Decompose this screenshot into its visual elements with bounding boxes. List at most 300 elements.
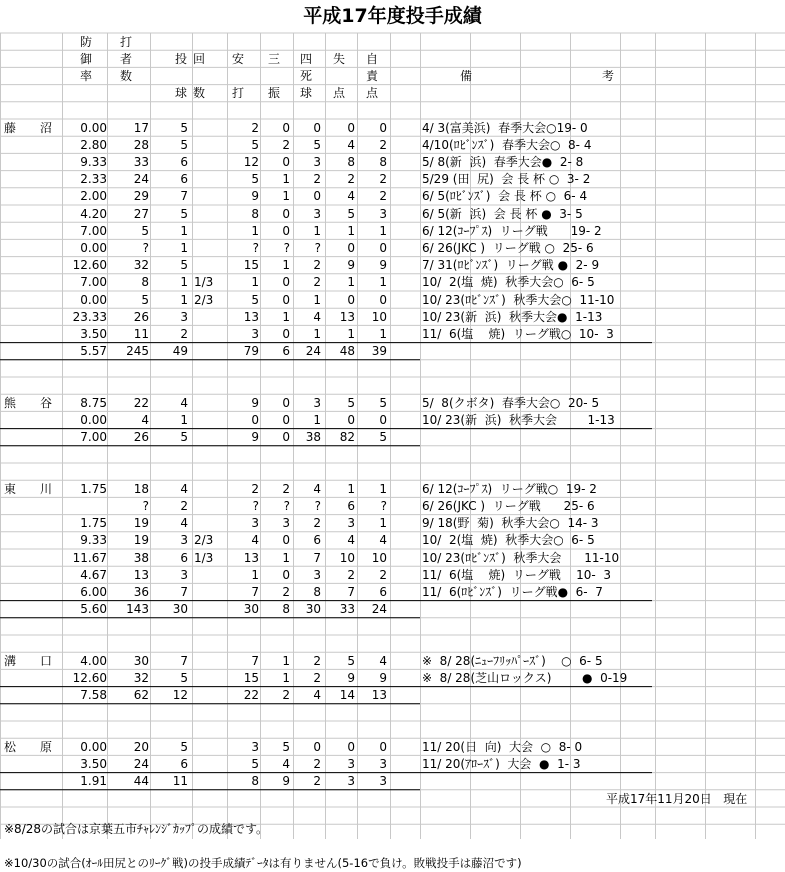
game-remark: 5/29 (田 尻) 会 長 杯 ○ 3- 2 xyxy=(422,172,591,187)
stat-r: 1 xyxy=(347,481,355,496)
stat-r: 4 xyxy=(347,533,355,548)
stat-bb: 2 xyxy=(313,275,321,290)
stat-r: 8 xyxy=(347,154,355,169)
stat-bb: 2 xyxy=(313,258,321,273)
stat-bb: 1 xyxy=(313,412,321,427)
stat-p: 1 xyxy=(180,292,188,307)
stat-er: 1 xyxy=(379,223,387,238)
stat-era: 4.20 xyxy=(80,206,107,221)
stat-h: ? xyxy=(252,240,259,255)
footnote: ※8/28の試合は京葉五市ﾁｬﾚﾝｼﾞｶｯﾌﾟの成績です。 xyxy=(4,821,269,836)
stat-bb: 0 xyxy=(313,189,321,204)
header-strikeouts: 振 xyxy=(268,86,281,101)
stat-er: 0 xyxy=(379,240,387,255)
stat-p: 6 xyxy=(180,172,188,187)
stat-era: 0.00 xyxy=(80,120,107,135)
total-er: 3 xyxy=(379,774,387,789)
stat-ab: 33 xyxy=(133,154,149,169)
game-remark: ※ 8/ 28(芝山ロックス) ● 0-19 xyxy=(422,670,628,685)
stat-era: 4.00 xyxy=(80,653,107,668)
stat-so: 1 xyxy=(282,172,290,187)
stat-h: ? xyxy=(252,498,259,513)
stat-bb: 3 xyxy=(313,206,321,221)
stat-so: 0 xyxy=(282,412,290,427)
stat-er: 9 xyxy=(379,670,387,685)
stat-p: 1 xyxy=(180,275,188,290)
stat-er: 1 xyxy=(379,326,387,341)
stat-er: 4 xyxy=(379,653,387,668)
total-h: 22 xyxy=(243,688,259,703)
stat-r: 1 xyxy=(347,275,355,290)
stat-r: 9 xyxy=(347,670,355,685)
stat-ab: 24 xyxy=(133,756,149,771)
stat-ab: 24 xyxy=(133,172,149,187)
total-p: 12 xyxy=(172,688,188,703)
stat-era: 1.75 xyxy=(80,516,107,531)
total-era: 5.60 xyxy=(80,602,107,617)
game-remark: 9/ 18(野 菊) 秋季大会○ 14- 3 xyxy=(422,516,599,531)
stat-bb: 0 xyxy=(313,120,321,135)
header-earned-runs: 自 xyxy=(366,51,379,66)
header-era: 防 xyxy=(80,34,93,49)
stat-bb: 2 xyxy=(313,756,321,771)
stat-bb: 2 xyxy=(313,670,321,685)
header-hits: 打 xyxy=(232,86,245,101)
stat-ab: ? xyxy=(142,240,149,255)
stat-so: 0 xyxy=(282,120,290,135)
stat-h: 1 xyxy=(251,223,259,238)
stat-er: 3 xyxy=(379,206,387,221)
stat-r: 1 xyxy=(347,223,355,238)
stat-era: 2.33 xyxy=(80,172,107,187)
stat-era: 0.00 xyxy=(80,412,107,427)
stat-so: 0 xyxy=(282,154,290,169)
stat-bb: 3 xyxy=(313,395,321,410)
total-era: 1.91 xyxy=(80,774,107,789)
total-ab: 62 xyxy=(133,688,149,703)
stat-p: 5 xyxy=(180,670,188,685)
stat-er: 4 xyxy=(379,533,387,548)
total-ab: 245 xyxy=(126,344,149,359)
stat-er: 1 xyxy=(379,275,387,290)
game-remark: 7/ 31(ﾛﾋﾞﾝｽﾞ) リーグ戦 ● 2- 9 xyxy=(422,258,600,273)
game-remark: 5/ 8(新 浜) 春季大会● 2- 8 xyxy=(422,154,584,169)
stat-ab: 38 xyxy=(133,550,149,565)
stat-er: 1 xyxy=(379,516,387,531)
stat-er: 2 xyxy=(379,567,387,582)
stat-h: 3 xyxy=(251,739,259,754)
stat-so: ? xyxy=(283,498,290,513)
stat-bb: 2 xyxy=(313,653,321,668)
stat-h: 2 xyxy=(251,481,259,496)
header-strikeouts: 三 xyxy=(268,51,281,66)
as-of-date: 平成17年11月20日 現在 xyxy=(606,791,748,806)
stat-so: 0 xyxy=(282,223,290,238)
stat-ab: 26 xyxy=(133,309,149,324)
stat-so: 0 xyxy=(282,275,290,290)
stat-bb: 2 xyxy=(313,516,321,531)
stat-r: 0 xyxy=(347,120,355,135)
stat-p: 4 xyxy=(180,395,188,410)
game-remark: 11/ 6(塩 焼) リーグ戦 10- 3 xyxy=(422,567,611,582)
stat-h: 12 xyxy=(243,154,259,169)
stat-ab: 17 xyxy=(133,120,149,135)
stat-r: 0 xyxy=(347,240,355,255)
stat-so: 0 xyxy=(282,533,290,548)
stat-p: 6 xyxy=(180,550,188,565)
total-p: 11 xyxy=(172,774,188,789)
stat-bb: 1 xyxy=(313,223,321,238)
header-pitches: 投 xyxy=(175,51,188,66)
stat-ab: 5 xyxy=(141,223,149,238)
stat-h: 1 xyxy=(251,275,259,290)
stat-p: 1 xyxy=(180,223,188,238)
total-so: 6 xyxy=(282,344,290,359)
stat-er: 10 xyxy=(371,309,387,324)
total-r: 82 xyxy=(339,430,355,445)
game-remark: 6/ 5(新 浜) 会 長 杯 ● 3- 5 xyxy=(422,206,583,221)
stat-p: 4 xyxy=(180,516,188,531)
stat-p: 6 xyxy=(180,756,188,771)
total-p: 30 xyxy=(172,602,188,617)
stat-frac: 1/3 xyxy=(194,550,214,565)
stat-h: 15 xyxy=(243,258,259,273)
stat-h: 3 xyxy=(251,516,259,531)
game-remark: 11/ 6(ﾛﾋﾞﾝｽﾞ) リーグ戦● 6- 7 xyxy=(422,584,603,599)
stat-era: 11.67 xyxy=(72,550,107,565)
total-h: 8 xyxy=(251,774,259,789)
header-earned-runs: 点 xyxy=(366,86,379,101)
pitcher-name: 藤 沼 xyxy=(4,120,53,135)
stat-ab: 36 xyxy=(133,584,149,599)
game-remark: 4/10(ﾛﾋﾞﾝｽﾞ) 春季大会○ 8- 4 xyxy=(422,137,592,152)
pitcher-name: 松 原 xyxy=(4,739,53,754)
stat-era: 2.80 xyxy=(80,137,107,152)
stat-so: 0 xyxy=(282,395,290,410)
stat-so: 1 xyxy=(282,653,290,668)
header-at-bats: 者 xyxy=(120,51,133,66)
stat-era: 3.50 xyxy=(80,756,107,771)
stat-ab: 30 xyxy=(133,653,149,668)
stat-h: 1 xyxy=(251,567,259,582)
game-remark: 10/ 23(ﾛﾋﾞﾝｽﾞ) 秋季大会 11-10 xyxy=(422,550,620,565)
stat-ab: ? xyxy=(142,498,149,513)
total-so: 8 xyxy=(282,602,290,617)
stat-p: 5 xyxy=(180,206,188,221)
stat-ab: 8 xyxy=(141,275,149,290)
stat-ab: 13 xyxy=(133,567,149,582)
stat-ab: 32 xyxy=(133,258,149,273)
stat-h: 5 xyxy=(251,137,259,152)
stat-p: 2 xyxy=(180,326,188,341)
stat-so: 1 xyxy=(282,258,290,273)
stat-bb: 3 xyxy=(313,154,321,169)
game-remark: 6/ 5(ﾛﾋﾞﾝｽﾞ) 会 長 杯 ○ 6- 4 xyxy=(422,189,588,204)
header-innings: 回 xyxy=(193,51,206,66)
total-h: 9 xyxy=(251,430,259,445)
total-p: 5 xyxy=(180,430,188,445)
total-ab: 143 xyxy=(126,602,149,617)
stat-h: 0 xyxy=(251,412,259,427)
game-remark: 6/ 12(ｺｰﾌﾟｽ) リーグ戦 19- 2 xyxy=(422,223,602,238)
stat-ab: 27 xyxy=(133,206,149,221)
stat-so: 2 xyxy=(282,481,290,496)
total-r: 48 xyxy=(339,344,355,359)
total-bb: 24 xyxy=(305,344,321,359)
stat-h: 5 xyxy=(251,172,259,187)
stat-era: 1.75 xyxy=(80,481,107,496)
stat-r: 13 xyxy=(339,309,355,324)
stat-bb: 5 xyxy=(313,137,321,152)
header-hits: 安 xyxy=(232,51,245,66)
stat-er: 8 xyxy=(379,154,387,169)
stat-ab: 20 xyxy=(133,739,149,754)
stat-frac: 2/3 xyxy=(194,292,214,307)
stat-p: 3 xyxy=(180,567,188,582)
total-bb: 2 xyxy=(313,774,321,789)
stat-h: 5 xyxy=(251,756,259,771)
stat-ab: 4 xyxy=(141,412,149,427)
total-bb: 38 xyxy=(305,430,321,445)
game-remark: 5/ 8(クボタ) 春季大会○ 20- 5 xyxy=(422,395,600,410)
stat-p: 3 xyxy=(180,309,188,324)
stat-bb: ? xyxy=(314,498,321,513)
stat-bb: 8 xyxy=(313,584,321,599)
stat-r: 2 xyxy=(347,567,355,582)
stat-bb: 2 xyxy=(313,172,321,187)
stat-h: 2 xyxy=(251,120,259,135)
stat-bb: ? xyxy=(314,240,321,255)
stat-era: 0.00 xyxy=(80,292,107,307)
pitcher-name: 溝 口 xyxy=(4,653,53,668)
footnote: ※10/30の試合(ｵｰﾙ田尻とのﾘｰｸﾞ戦)の投手成績ﾃﾞｰﾀは有りません(5-16で負け。敗戦投手は藤沼です) xyxy=(4,856,522,871)
header-innings: 数 xyxy=(193,86,206,101)
stat-er: 2 xyxy=(379,189,387,204)
game-remark: 6/ 12(ｺｰﾌﾟｽ) リーグ戦○ 19- 2 xyxy=(422,481,597,496)
stat-h: 9 xyxy=(251,395,259,410)
stat-p: 5 xyxy=(180,120,188,135)
stat-frac: 2/3 xyxy=(194,533,214,548)
stat-h: 13 xyxy=(243,309,259,324)
stat-r: 5 xyxy=(347,206,355,221)
total-er: 24 xyxy=(371,602,387,617)
stat-er: ? xyxy=(380,498,387,513)
total-bb: 30 xyxy=(305,602,321,617)
stat-ab: 19 xyxy=(133,516,149,531)
game-remark: 4/ 3(富美浜) 春季大会○19- 0 xyxy=(422,120,588,135)
header-remarks: 考 xyxy=(602,68,615,83)
game-remark: ※ 8/ 28(ﾆｭｰﾌﾘｯﾊﾟｰｽﾞ) ○ 6- 5 xyxy=(422,653,603,668)
stat-era: 23.33 xyxy=(72,309,107,324)
stat-p: 1 xyxy=(180,240,188,255)
stat-h: 13 xyxy=(243,550,259,565)
stat-ab: 29 xyxy=(133,189,149,204)
stat-er: 6 xyxy=(379,584,387,599)
total-so: 0 xyxy=(282,430,290,445)
stat-so: 5 xyxy=(282,739,290,754)
total-r: 14 xyxy=(339,688,355,703)
stat-p: 6 xyxy=(180,154,188,169)
total-p: 49 xyxy=(172,344,188,359)
stat-so: 2 xyxy=(282,137,290,152)
stat-so: 1 xyxy=(282,189,290,204)
stat-r: 3 xyxy=(347,756,355,771)
stat-so: ? xyxy=(283,240,290,255)
stat-era: 7.00 xyxy=(80,223,107,238)
stat-bb: 1 xyxy=(313,326,321,341)
stat-era: 2.00 xyxy=(80,189,107,204)
stat-r: 0 xyxy=(347,292,355,307)
header-runs: 点 xyxy=(333,86,346,101)
stat-r: 1 xyxy=(347,326,355,341)
stat-h: 7 xyxy=(251,653,259,668)
header-era: 御 xyxy=(80,51,93,66)
pitcher-name: 熊 谷 xyxy=(4,395,53,410)
stat-ab: 19 xyxy=(133,533,149,548)
total-ab: 44 xyxy=(133,774,149,789)
stat-r: 0 xyxy=(347,739,355,754)
stat-era: 0.00 xyxy=(80,739,107,754)
stat-so: 0 xyxy=(282,326,290,341)
game-remark: 11/ 20(日 向) 大会 ○ 8- 0 xyxy=(422,739,583,754)
header-remarks: 備 xyxy=(460,68,473,83)
header-at-bats: 数 xyxy=(120,68,133,83)
total-era: 5.57 xyxy=(80,344,107,359)
stat-er: 10 xyxy=(371,550,387,565)
stat-bb: 4 xyxy=(313,309,321,324)
stat-er: 3 xyxy=(379,756,387,771)
header-earned-runs: 責 xyxy=(366,68,379,83)
stat-so: 0 xyxy=(282,567,290,582)
stat-so: 2 xyxy=(282,584,290,599)
stat-p: 5 xyxy=(180,258,188,273)
stat-bb: 4 xyxy=(313,481,321,496)
stat-er: 9 xyxy=(379,258,387,273)
game-remark: 6/ 26(JKC ) リーグ戦 25- 6 xyxy=(422,498,595,513)
stat-r: 10 xyxy=(339,550,355,565)
stat-so: 1 xyxy=(282,670,290,685)
stat-bb: 3 xyxy=(313,567,321,582)
pitcher-name: 東 川 xyxy=(4,481,53,496)
stat-era: 9.33 xyxy=(80,533,107,548)
stat-r: 4 xyxy=(347,137,355,152)
stat-era: 0.00 xyxy=(80,240,107,255)
game-remark: 11/ 6(塩 焼) リーグ戦○ 10- 3 xyxy=(422,326,614,341)
total-r: 3 xyxy=(347,774,355,789)
stat-r: 5 xyxy=(347,395,355,410)
stat-era: 4.67 xyxy=(80,567,107,582)
stat-ab: 11 xyxy=(133,326,149,341)
game-remark: 10/ 23(ﾛﾋﾞﾝｽﾞ) 秋季大会○ 11-10 xyxy=(422,292,615,307)
stat-er: 0 xyxy=(379,412,387,427)
stat-h: 9 xyxy=(251,189,259,204)
stat-er: 0 xyxy=(379,739,387,754)
total-er: 39 xyxy=(371,344,387,359)
stat-era: 12.60 xyxy=(72,258,107,273)
stat-h: 3 xyxy=(251,326,259,341)
total-r: 33 xyxy=(339,602,355,617)
stat-h: 8 xyxy=(251,206,259,221)
stat-r: 3 xyxy=(347,516,355,531)
total-h: 30 xyxy=(243,602,259,617)
stat-ab: 18 xyxy=(133,481,149,496)
stat-bb: 0 xyxy=(313,739,321,754)
stat-so: 1 xyxy=(282,309,290,324)
stat-r: 0 xyxy=(347,412,355,427)
game-remark: 6/ 26(JKC ) リーグ戦 ○ 25- 6 xyxy=(422,240,594,255)
stat-r: 9 xyxy=(347,258,355,273)
stat-so: 4 xyxy=(282,756,290,771)
stat-era: 12.60 xyxy=(72,670,107,685)
stat-er: 0 xyxy=(379,120,387,135)
stat-er: 0 xyxy=(379,292,387,307)
total-er: 5 xyxy=(379,430,387,445)
stat-era: 7.00 xyxy=(80,275,107,290)
game-remark: 10/ 23(新 浜) 秋季大会● 1-13 xyxy=(422,309,603,324)
stat-er: 1 xyxy=(379,481,387,496)
stat-bb: 6 xyxy=(313,533,321,548)
header-walks: 死 xyxy=(300,68,313,83)
total-era: 7.00 xyxy=(80,430,107,445)
stat-h: 7 xyxy=(251,584,259,599)
game-remark: 10/ 2(塩 焼) 秋季大会○ 6- 5 xyxy=(422,275,595,290)
stat-er: 5 xyxy=(379,395,387,410)
stat-p: 1 xyxy=(180,412,188,427)
total-so: 2 xyxy=(282,688,290,703)
stat-bb: 1 xyxy=(313,292,321,307)
stat-p: 3 xyxy=(180,533,188,548)
stat-p: 7 xyxy=(180,189,188,204)
stat-er: 2 xyxy=(379,172,387,187)
stat-h: 4 xyxy=(251,533,259,548)
stat-ab: 32 xyxy=(133,670,149,685)
stat-r: 6 xyxy=(347,498,355,513)
stat-so: 3 xyxy=(282,516,290,531)
stat-ab: 28 xyxy=(133,137,149,152)
stat-r: 5 xyxy=(347,653,355,668)
total-so: 9 xyxy=(282,774,290,789)
stat-h: 15 xyxy=(243,670,259,685)
stat-era: 8.75 xyxy=(80,395,107,410)
total-ab: 26 xyxy=(133,430,149,445)
stat-so: 0 xyxy=(282,292,290,307)
stat-p: 7 xyxy=(180,584,188,599)
header-pitches: 球 xyxy=(175,86,188,101)
stat-h: 5 xyxy=(251,292,259,307)
stat-r: 4 xyxy=(347,189,355,204)
stat-ab: 5 xyxy=(141,292,149,307)
total-era: 7.58 xyxy=(80,688,107,703)
stat-r: 2 xyxy=(347,172,355,187)
stat-r: 7 xyxy=(347,584,355,599)
stat-era: 6.00 xyxy=(80,584,107,599)
stat-frac: 1/3 xyxy=(194,275,214,290)
stat-p: 5 xyxy=(180,137,188,152)
stat-so: 0 xyxy=(282,206,290,221)
header-era: 率 xyxy=(80,68,93,83)
stat-era: 9.33 xyxy=(80,154,107,169)
stat-p: 4 xyxy=(180,481,188,496)
total-bb: 4 xyxy=(313,688,321,703)
stat-p: 2 xyxy=(180,498,188,513)
stat-ab: 22 xyxy=(133,395,149,410)
stat-bb: 7 xyxy=(313,550,321,565)
game-remark: 11/ 20(ｱﾛｰｽﾞ) 大会 ● 1- 3 xyxy=(422,756,581,771)
header-at-bats: 打 xyxy=(120,34,133,49)
game-remark: 10/ 2(塩 焼) 秋季大会○ 6- 5 xyxy=(422,533,595,548)
total-h: 79 xyxy=(243,344,259,359)
game-remark: 10/ 23(新 浜) 秋季大会 1-13 xyxy=(422,412,615,427)
